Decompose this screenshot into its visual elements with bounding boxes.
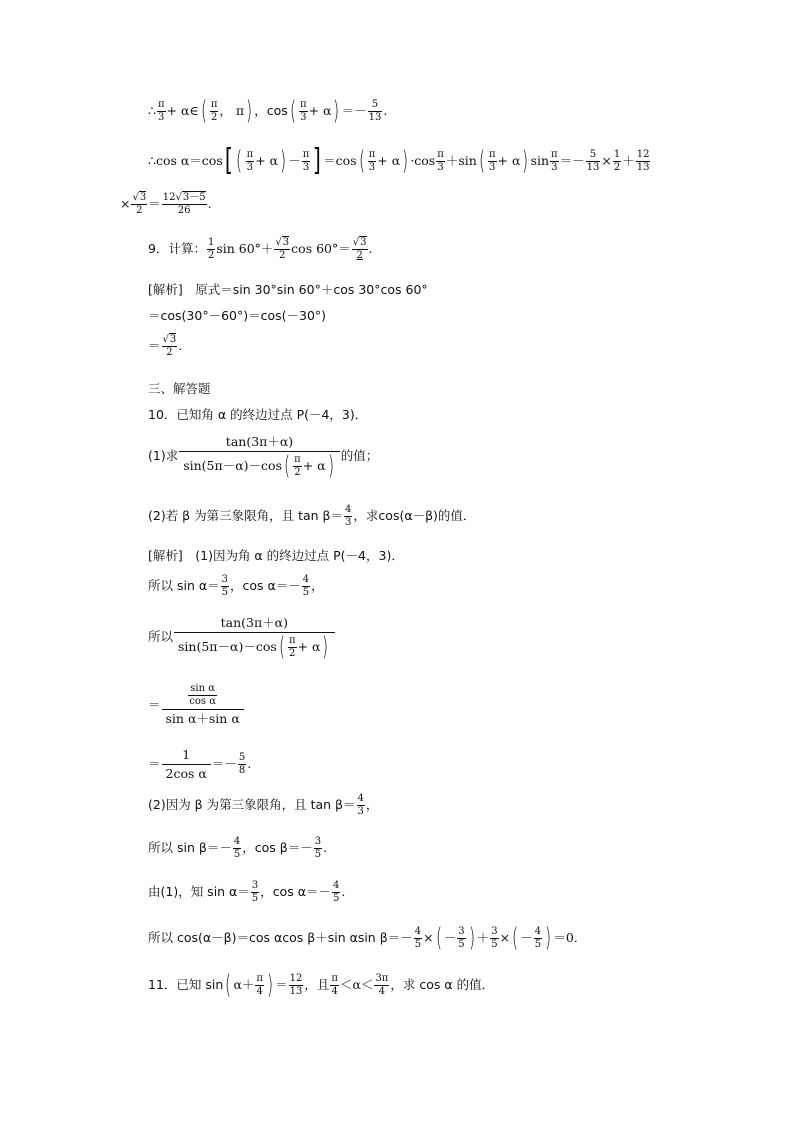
fraction: $\frac{3}{5}$ [221, 574, 228, 598]
fraction: $\frac{1}{\text{2cos α}}$ [162, 746, 211, 783]
answer-line-1: [解析] (1)因为角 α 的终边过点 P(－4，3)． [148, 548, 404, 563]
fraction: $\frac{1}{2}$ [613, 148, 621, 173]
question-11: 11．已知 sin ( α＋ $\frac{\pi}{4}$ ) ＝ $\frac{12}{13}$ ，且 $\frac{\pi}{4}$ ＜α＜ $\frac{3\pi}{4}$ ，求 cos α 的值． [148, 970, 495, 1000]
fraction: $\frac{\frac{\text{sin α}}{\text{cos α}}}{\text{sin α＋sin α}}$ [162, 682, 244, 728]
line-therefore-2: ∴ cos α＝cos [ ( $\frac{\pi}{3}$ + α ) － $\frac{\pi}{3}$ ] ＝cos ( $\frac{\pi}{3}$ + α ) ·cos $\frac{\pi}{3}$ ＋sin ( $\frac{\pi}{3}$ + α ) sin $\frac{\pi}{3}$ ＝－ $\frac{5}{13}$ × $\frac{1}{2}$ ＋ $\frac{12}{13}$ [148, 143, 650, 178]
fraction: $\frac{\pi}{2}$ [210, 98, 218, 123]
therefore-symbol: ∴ [148, 102, 156, 118]
fraction: $\frac{4}{5}$ [332, 880, 340, 904]
question-10-part-1: (1)求 tan(3π＋α) sin(5π－α)－cos ( $\frac{\pi}{2}$ + α ) 的值； [148, 434, 379, 481]
line-therefore-1: ∴ $\frac{\pi}{3}$ + α∈ ( $\frac{\pi}{2}$ ， π ) ，cos ( $\frac{\pi}{3}$ + α ) ＝－ $\frac{5}{13}$ . [148, 96, 388, 126]
fraction: $\frac{√3}{2}$ [132, 192, 147, 216]
answer-line-7: 所以 sin β＝－ $\frac{4}{5}$ ，cos β＝－ $\frac{3}{5}$ . [148, 836, 328, 860]
answer-line-3: 所以 tan(3π＋α) sin(5π－α)－cos ( $\frac{\pi}{2}$ + α ) [148, 614, 336, 661]
fraction: $\frac{√3}{2}$ [275, 237, 290, 261]
fraction: $\frac{\pi}{3}$ [157, 98, 165, 123]
fraction: tan(3π＋α) sin(5π－α)－cos ( $\frac{\pi}{2}$ + α ) [179, 433, 340, 480]
fraction: $\frac{√3}{2}$ [162, 334, 177, 358]
question-9: 9．计算： $\frac{1}{2}$ sin 60°＋ $\frac{√3}{2}$ cos 60°＝ $\frac{√3}{2}$ . [148, 237, 373, 261]
question-10: 10．已知角 α 的终边过点 P(－4，3)． [148, 407, 368, 422]
fraction: $\frac{3}{5}$ [491, 925, 498, 950]
fraction: $\frac{4}{3}$ [345, 504, 352, 528]
section-heading: 三、解答题 [148, 381, 211, 396]
fraction: $\frac{\pi}{3}$ [551, 148, 558, 173]
fraction: $\frac{\pi}{3}$ [368, 148, 376, 173]
solution-9-line-2: ＝cos(30°－60°)＝cos(－30°) [148, 308, 327, 323]
answer-line-5: ＝ $\frac{1}{\text{2cos α}}$ ＝－ $\frac{5}{8}$ . [148, 747, 252, 781]
fraction: $\frac{4}{3}$ [357, 793, 364, 817]
fraction: $\frac{\pi}{4}$ [256, 972, 263, 997]
question-10-part-2: (2)若 β 为第三象限角，且 tan β＝ $\frac{4}{3}$ ，求cos(α－β)的值． [148, 504, 476, 528]
fraction: $\frac{3}{5}$ [314, 836, 322, 860]
fraction: $\frac{3}{5}$ [251, 880, 259, 904]
fraction: $\frac{\pi}{4}$ [331, 972, 338, 997]
fraction: $\frac{5}{8}$ [238, 752, 246, 776]
fraction: $\frac{5}{13}$ [586, 148, 600, 173]
answer-line-2: 所以 sin α＝ $\frac{3}{5}$ ，cos α＝－ $\frac{4}{5}$ ， [148, 574, 324, 598]
fraction: $\frac{3}{5}$ [458, 925, 465, 950]
fraction: $\frac{12}{13}$ [636, 148, 650, 173]
fraction: $\frac{4}{5}$ [534, 925, 542, 950]
fraction: $\frac{4}{5}$ [233, 836, 241, 860]
fraction-answer: $\frac{√3}{2}$ [352, 237, 367, 261]
answer-line-8: 由(1)，知 sin α＝ $\frac{3}{5}$ ，cos α＝－ $\frac{4}{5}$ . [148, 880, 346, 904]
fraction: $\frac{\pi}{3}$ [437, 148, 444, 173]
solution-9-line-3: ＝ $\frac{√3}{2}$ . [148, 334, 183, 358]
fraction: $\frac{\pi}{3}$ [299, 98, 307, 123]
answer-line-6: (2)因为 β 为第三象限角，且 tan β＝ $\frac{4}{3}$ ， [148, 793, 379, 817]
solution-9-line-1: [解析] 原式＝sin 30°sin 60°＋cos 30°cos 60° [148, 282, 428, 297]
fraction: $\frac{12√3-5}{26}$ [162, 192, 206, 216]
fraction: $\frac{\pi}{3}$ [302, 148, 310, 173]
fraction: $\frac{4}{5}$ [414, 925, 422, 950]
fraction: $\frac{\pi}{3}$ [488, 148, 496, 173]
fraction: tan(3π＋α) sin(5π－α)－cos ( $\frac{\pi}{2}$ + α ) [174, 614, 335, 661]
fraction: $\frac{4}{5}$ [302, 574, 310, 598]
fraction: $\frac{\pi}{3}$ [246, 148, 254, 173]
fraction: $\frac{12}{13}$ [289, 972, 303, 997]
answer-line-9: 所以 cos(α－β)＝cos αcos β＋sin αsin β＝－ $\frac{4}{5}$ × ( － $\frac{3}{5}$ ) ＋ $\frac{3}{5}$ × ( － $\frac{4}{5}$ ) ＝0. [148, 923, 578, 953]
line-continuation: × $\frac{√3}{2}$ ＝ $\frac{12√3-5}{26}$ . [120, 192, 212, 216]
fraction: $\frac{5}{13}$ [368, 98, 382, 123]
fraction: $\frac{1}{2}$ [207, 237, 215, 261]
answer-line-4: ＝ $\frac{\frac{\text{sin α}}{\text{cos α}}}{\text{sin α＋sin α}}$ [148, 682, 245, 728]
fraction: $\frac{3\pi}{4}$ [375, 972, 389, 997]
